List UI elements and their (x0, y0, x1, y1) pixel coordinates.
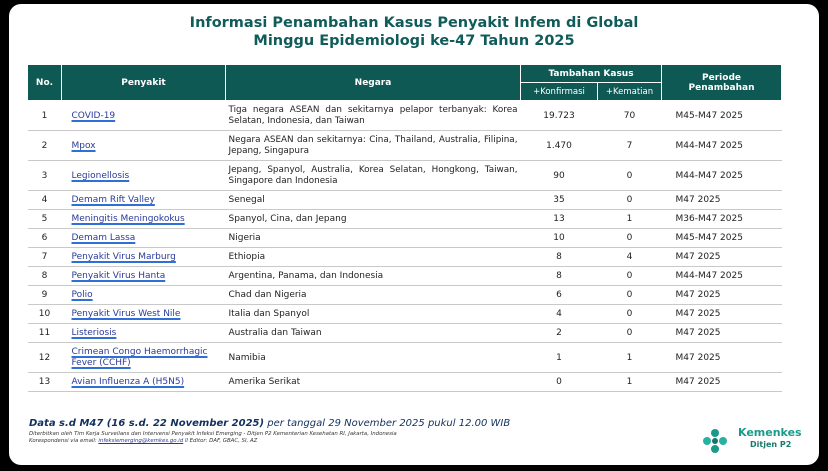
row-negara: Nigeria (226, 229, 521, 248)
row-konfirmasi: 13 (521, 210, 598, 229)
footer-correspondence-prefix: Korespondensi via email: (29, 438, 99, 444)
row-no: 11 (28, 324, 62, 343)
row-penyakit (62, 101, 226, 131)
row-penyakit (62, 131, 226, 161)
header-negara: Negara (226, 65, 521, 101)
row-kematian: 0 (598, 267, 662, 286)
row-no: 13 (28, 373, 62, 392)
row-kematian: 0 (598, 161, 662, 191)
row-kematian: 0 (598, 191, 662, 210)
table-row (28, 131, 782, 161)
row-konfirmasi: 19.723 (521, 101, 598, 131)
row-kematian: 0 (598, 286, 662, 305)
row-negara: Italia dan Spanyol (226, 305, 521, 324)
row-penyakit (62, 161, 226, 191)
row-no: 4 (28, 191, 62, 210)
row-konfirmasi: 8 (521, 248, 598, 267)
row-periode: M45-M47 2025 (662, 101, 782, 131)
table-row (28, 343, 782, 373)
row-periode: M47 2025 (662, 343, 782, 373)
header-kematian: +Kematian (598, 83, 662, 101)
table-row (28, 191, 782, 210)
row-kematian: 1 (598, 210, 662, 229)
disease-link[interactable]: Avian Influenza A (H5N5) (71, 377, 185, 387)
table-row (28, 324, 782, 343)
row-negara: Spanyol, Cina, dan Jepang (226, 210, 521, 229)
row-periode: M47 2025 (662, 305, 782, 324)
footer-data-bold: Data s.d M47 (16 s.d. 22 November 2025) (29, 418, 265, 429)
disease-link[interactable]: Crimean Congo Haemorrhagic Fever (CCHF) (71, 346, 208, 368)
row-no: 6 (28, 229, 62, 248)
row-kematian: 4 (598, 248, 662, 267)
row-periode: M44-M47 2025 (662, 131, 782, 161)
row-kematian: 70 (598, 101, 662, 131)
logo-sub: Ditjen P2 (750, 440, 792, 449)
footer-data-note (29, 418, 510, 429)
row-negara: Ethiopia (226, 248, 521, 267)
row-kematian: 1 (598, 373, 662, 392)
row-penyakit (62, 324, 226, 343)
footer-email-link[interactable]: infeksiemerging@kemkes.go.id (98, 438, 184, 444)
row-penyakit (62, 210, 226, 229)
disease-link[interactable]: Mpox (71, 140, 96, 151)
row-konfirmasi: 10 (521, 229, 598, 248)
row-periode: M36-M47 2025 (662, 210, 782, 229)
header-periode: Periode Penambahan (662, 65, 782, 101)
row-negara: Senegal (226, 191, 521, 210)
footer-data-rest: per tanggal 29 November 2025 pukul 12.00 WIB (264, 418, 511, 429)
title-line-1: Informasi Penambahan Kasus Penyakit Infem di Global (189, 15, 639, 31)
table-row (28, 373, 782, 392)
row-periode: M47 2025 (662, 248, 782, 267)
row-penyakit (62, 305, 226, 324)
disease-link[interactable]: Penyakit Virus West Nile (71, 309, 181, 319)
row-periode: M47 2025 (662, 286, 782, 305)
header-no: No. (28, 65, 62, 101)
row-konfirmasi: 2 (521, 324, 598, 343)
row-negara: Argentina, Panama, dan Indonesia (226, 267, 521, 286)
row-periode: M47 2025 (662, 373, 782, 392)
row-penyakit (62, 373, 226, 392)
row-negara: Tiga negara ASEAN dan sekitarnya pelapor terbanyak: Korea Selatan, Indonesia, dan Taiwan (226, 101, 521, 131)
footer-editor: ll Editor: DAF, GBAC, SI, AZ (183, 438, 258, 444)
row-kematian: 1 (598, 343, 662, 373)
disease-link[interactable]: Meningitis Meningokokus (71, 214, 185, 224)
row-penyakit (62, 286, 226, 305)
row-konfirmasi: 6 (521, 286, 598, 305)
row-no: 5 (28, 210, 62, 229)
row-kematian: 0 (598, 229, 662, 248)
disease-link[interactable]: Legionellosis (71, 170, 130, 181)
page-title (9, 14, 819, 50)
row-penyakit (62, 229, 226, 248)
header-tambahan-kasus: Tambahan Kasus (521, 65, 662, 83)
table-row (28, 229, 782, 248)
row-no: 2 (28, 131, 62, 161)
row-kematian: 0 (598, 305, 662, 324)
disease-link[interactable]: Penyakit Virus Marburg (71, 252, 176, 262)
header-penyakit: Penyakit (62, 65, 226, 101)
row-penyakit (62, 267, 226, 286)
row-periode: M45-M47 2025 (662, 229, 782, 248)
footer (29, 418, 510, 445)
table-row (28, 248, 782, 267)
row-konfirmasi: 1 (521, 343, 598, 373)
row-no: 7 (28, 248, 62, 267)
header-konfirmasi: +Konfirmasi (521, 83, 598, 101)
row-konfirmasi: 1.470 (521, 131, 598, 161)
row-kematian: 7 (598, 131, 662, 161)
row-negara: Amerika Serikat (226, 373, 521, 392)
row-negara: Chad dan Nigeria (226, 286, 521, 305)
table-row (28, 305, 782, 324)
row-konfirmasi: 90 (521, 161, 598, 191)
row-no: 9 (28, 286, 62, 305)
row-penyakit (62, 343, 226, 373)
table-row (28, 161, 782, 191)
disease-link[interactable]: Polio (71, 290, 93, 300)
disease-link[interactable]: Penyakit Virus Hanta (71, 271, 166, 281)
table-row (28, 286, 782, 305)
row-no: 3 (28, 161, 62, 191)
row-no: 12 (28, 343, 62, 373)
row-penyakit (62, 191, 226, 210)
disease-link[interactable]: Demam Rift Valley (71, 195, 155, 205)
footer-correspondence (29, 438, 510, 445)
row-konfirmasi: 35 (521, 191, 598, 210)
row-negara: Negara ASEAN dan sekitarnya: Cina, Thailand, Australia, Filipina, Jepang, Singapura (226, 131, 521, 161)
cases-table (27, 64, 782, 392)
table-row (28, 210, 782, 229)
row-periode: M44-M47 2025 (662, 161, 782, 191)
table-body (28, 101, 782, 392)
title-line-2: Minggu Epidemiologi ke-47 Tahun 2025 (253, 33, 575, 49)
row-kematian: 0 (598, 324, 662, 343)
disease-link[interactable]: COVID-19 (71, 110, 116, 121)
table-row (28, 267, 782, 286)
row-periode: M47 2025 (662, 191, 782, 210)
row-periode: M44-M47 2025 (662, 267, 782, 286)
row-no: 8 (28, 267, 62, 286)
row-konfirmasi: 0 (521, 373, 598, 392)
disease-link[interactable]: Listeriosis (71, 328, 117, 338)
table-row (28, 101, 782, 131)
footer-publisher: Diterbitkan oleh Tim Kerja Surveilans dan Intervensi Penyakit Infeksi Emerging - Ditjen P2 Kementerian Kesehatan RI, Jakarta, Indonesia (29, 431, 397, 437)
row-penyakit (62, 248, 226, 267)
row-negara: Namibia (226, 343, 521, 373)
row-negara: Australia dan Taiwan (226, 324, 521, 343)
row-no: 10 (28, 305, 62, 324)
row-no: 1 (28, 101, 62, 131)
disease-link[interactable]: Demam Lassa (71, 233, 136, 243)
logo-name: Kemenkes (738, 426, 802, 439)
row-negara: Jepang, Spanyol, Australia, Korea Selatan, Hongkong, Taiwan, Singapore dan Indonesia (226, 161, 521, 191)
row-periode: M47 2025 (662, 324, 782, 343)
row-konfirmasi: 8 (521, 267, 598, 286)
row-konfirmasi: 4 (521, 305, 598, 324)
